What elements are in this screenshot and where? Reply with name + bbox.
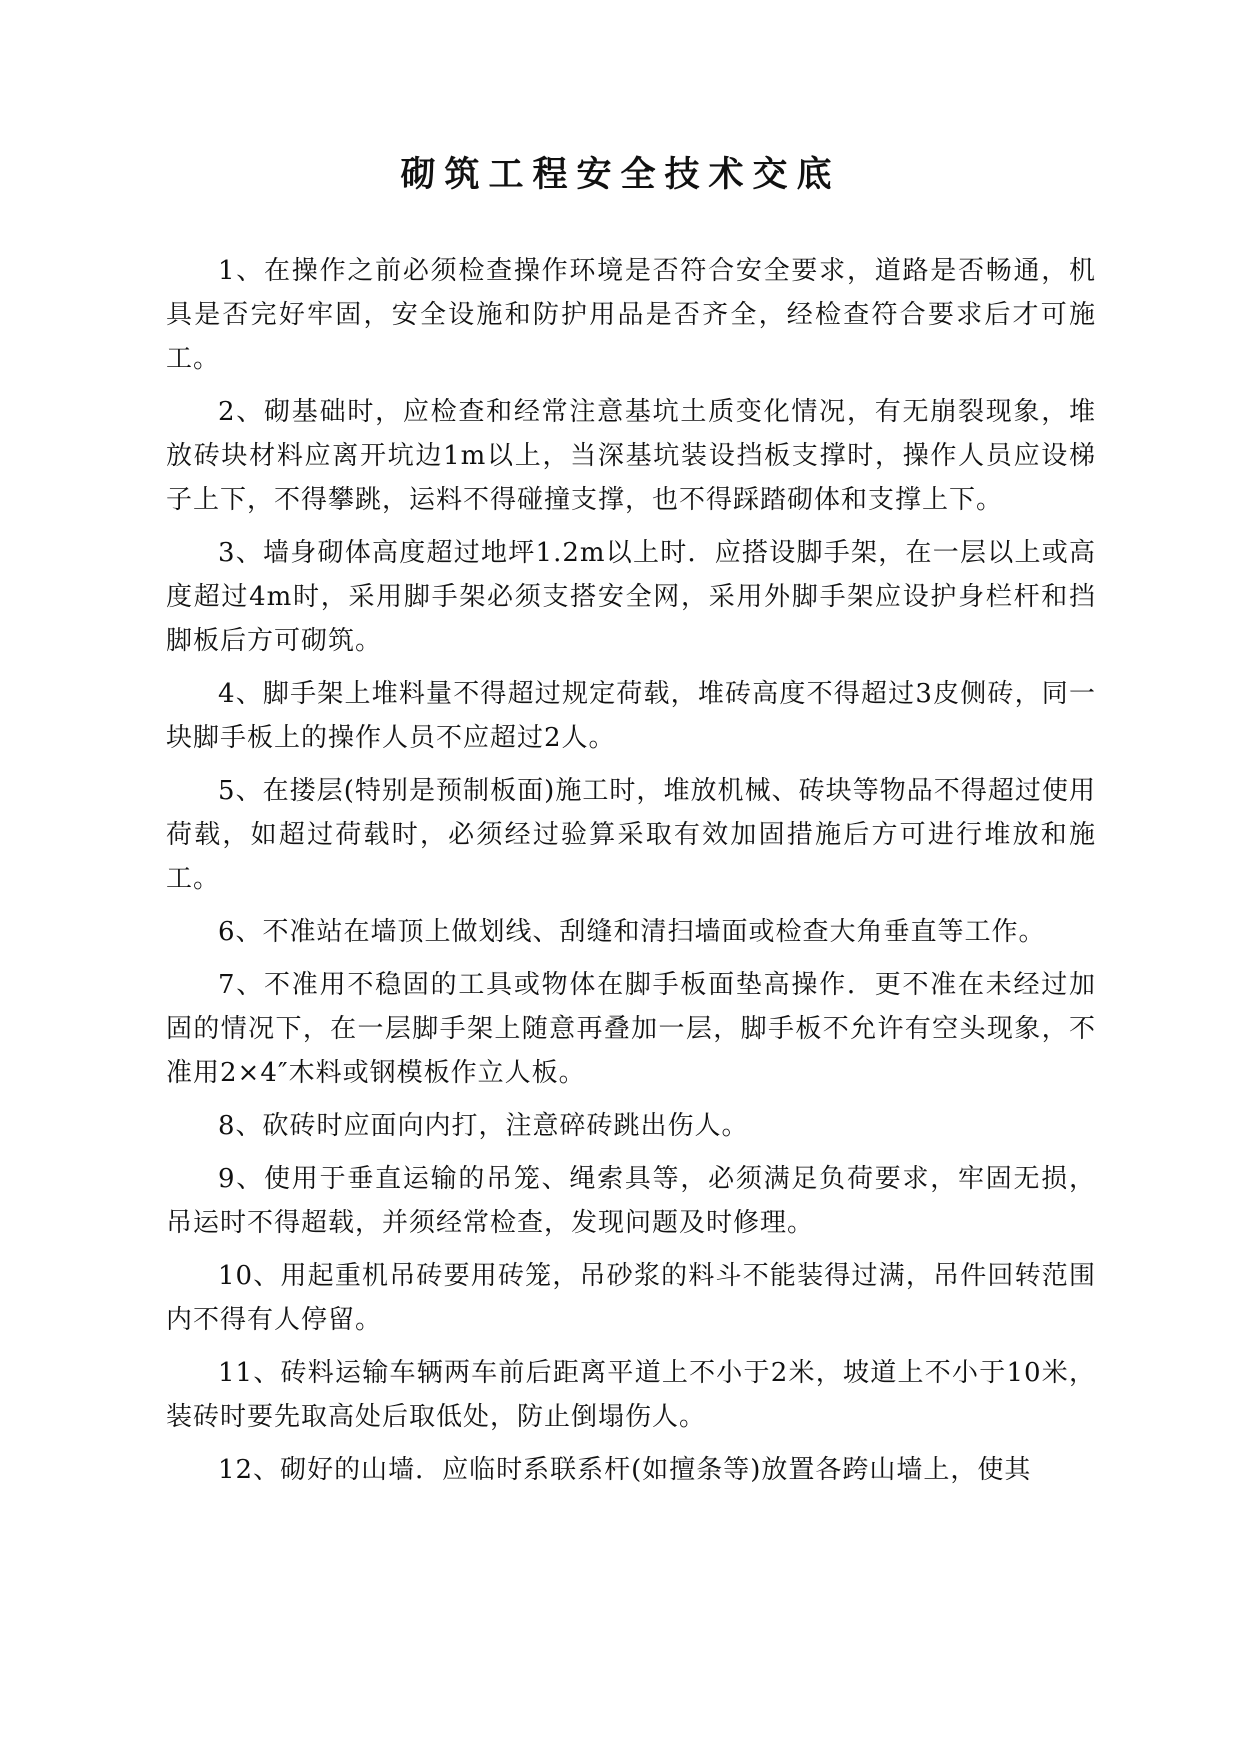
paragraph-3: 3、墙身砌体高度超过地坪1.2m以上时．应搭设脚手架，在一层以上或高度超过4m时，采用脚手架必须支搭安全网，采用外脚手架应设护身栏杆和挡脚板后方可砌筑。 [166, 538, 1096, 656]
paragraph-12: 12、砌好的山墙．应临时系联系杆(如擅条等)放置各跨山墙上，使其 [218, 1455, 1032, 1485]
paragraph-4: 4、脚手架上堆料量不得超过规定荷载，堆砖高度不得超过3皮侧砖，同一块脚手板上的操作人员不应超过2人。 [166, 679, 1096, 753]
document-body [166, 249, 1096, 1501]
document-title: 砌筑工程安全技术交底 [400, 154, 841, 195]
paragraph-6: 6、不准站在墙顶上做划线、刮缝和清扫墙面或检查大角垂直等工作。 [218, 917, 1046, 947]
paragraph-5: 5、在搂层(特别是预制板面)施工时，堆放机械、砖块等物品不得超过使用荷载，如超过荷载时，必须经过验算采取有效加固措施后方可进行堆放和施工。 [166, 776, 1096, 894]
paragraph-8: 8、砍砖时应面向内打，注意碎砖跳出伤人。 [218, 1111, 749, 1141]
paragraph-11: 11、砖料运输车辆两车前后距离平道上不小于2米，坡道上不小于10米，装砖时要先取高处后取低处，防止倒塌伤人。 [166, 1358, 1096, 1432]
paragraph-10: 10、用起重机吊砖要用砖笼，吊砂浆的料斗不能装得过满，吊件回转范围内不得有人停留。 [166, 1261, 1096, 1335]
paragraph-7: 7、不准用不稳固的工具或物体在脚手板面垫高操作．更不准在未经过加固的情况下，在一层脚手架上随意再叠加一层，脚手板不允许有空头现象，不准用2×4″木料或钢模板作立人板。 [166, 970, 1096, 1088]
paragraph-9: 9、使用于垂直运输的吊笼、绳索具等，必须满足负荷要求，牢固无损，吊运时不得超载，并须经常检查，发现问题及时修理。 [166, 1164, 1096, 1238]
paragraph-2: 2、砌基础时，应检查和经常注意基坑土质变化情况，有无崩裂现象，堆放砖块材料应离开坑边1m以上，当深基坑装设挡板支撑时，操作人员应设梯子上下，不得攀跳，运料不得碰撞支撑，也不得踩踏砌体和支撑上下。 [166, 397, 1096, 515]
paragraph-1: 1、在操作之前必须检查操作环境是否符合安全要求，道路是否畅通，机具是否完好牢固，安全设施和防护用品是否齐全，经检查符合要求后才可施工。 [166, 256, 1096, 374]
